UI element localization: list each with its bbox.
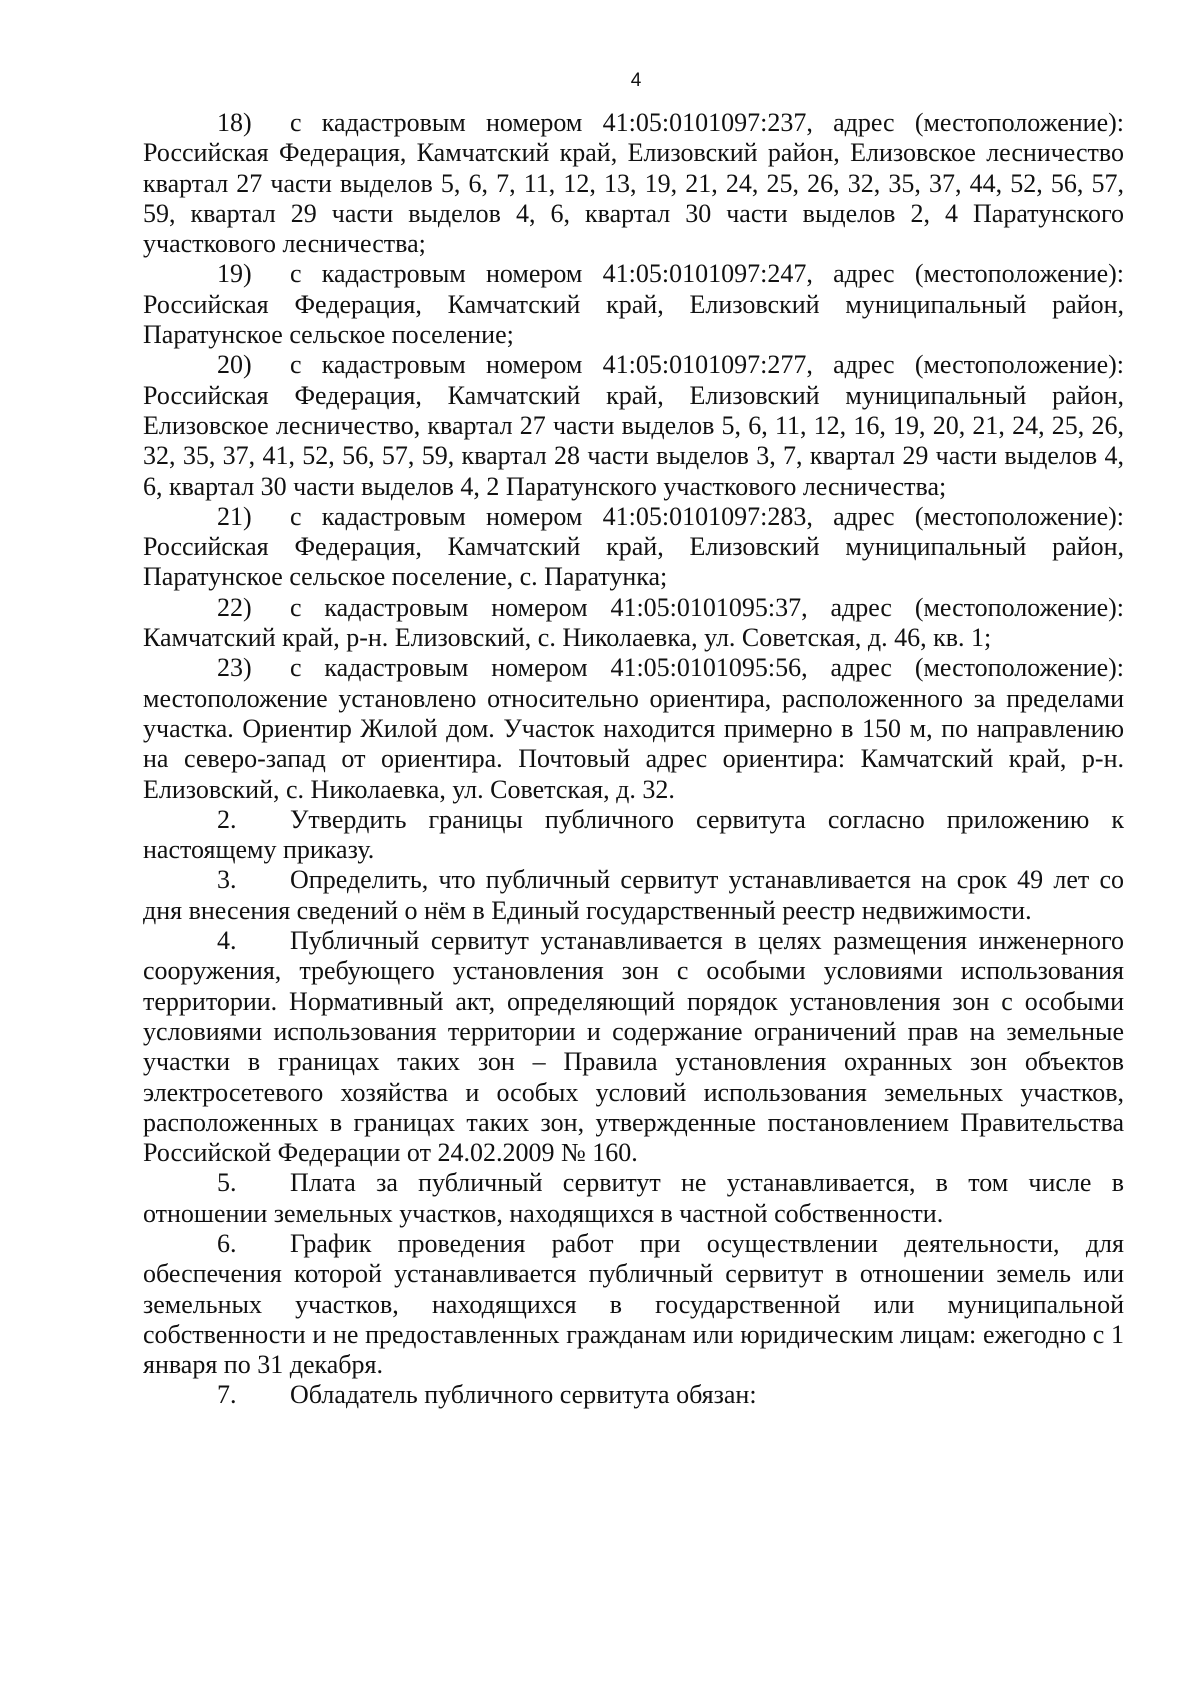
clause-number: 7. bbox=[217, 1380, 237, 1410]
page-number: 4 bbox=[630, 70, 642, 91]
item-19 bbox=[143, 259, 1124, 350]
item-22 bbox=[143, 593, 1124, 654]
item-text: с кадастровым номером 41:05:0101097:283, адрес (местоположение): Российская Федерация, Камчатский край, Елизовский муниципальный район, Паратунское сельское поселение, с. Паратунка; bbox=[143, 501, 1124, 592]
item-21 bbox=[143, 502, 1124, 593]
clause-6 bbox=[143, 1229, 1124, 1380]
clause-number: 3. bbox=[217, 865, 237, 895]
clause-text: Утвердить границы публичного сервитута согласно приложению к настоящему приказу. bbox=[143, 804, 1124, 865]
clause-text: Публичный сервитут устанавливается в целях размещения инженерного сооружения, требующего установления зон с особыми условиями использования территории. Нормативный акт, определяющий порядок установления зон с особыми условиями использования территории и содержание ограничений прав на земельные участки в границах таких зон – Правила установления охранных зон объектов электросетевого хозяйства и особых условий использования земельных участков, расположенных в границах таких зон, утвержденные постановлением Правительства Российской Федерации от 24.02.2009 № 160. bbox=[143, 926, 1124, 1168]
clause-4 bbox=[143, 926, 1124, 1168]
item-20 bbox=[143, 350, 1124, 501]
clause-2 bbox=[143, 805, 1124, 866]
item-text: с кадастровым номером 41:05:0101097:277, адрес (местоположение): Российская Федерация, Камчатский край, Елизовский муниципальный район, Елизовское лесничество, квартал 27 части выделов 5, 6, 11, 12, 16, 19, 20, 21, 24, 25, 26, 32, 35, 37, 41, 52, 56, 57, 59, квартал 28 части выделов 3, 7, квартал 29 части выделов 4, 6, квартал 30 части выделов 4, 2 Паратунского участкового лесничества; bbox=[143, 350, 1124, 501]
item-number: 22) bbox=[217, 592, 252, 622]
item-number: 21) bbox=[217, 501, 252, 531]
item-number: 18) bbox=[217, 108, 252, 137]
clause-number: 2. bbox=[217, 804, 237, 834]
item-text: с кадастровым номером 41:05:0101095:37, адрес (местоположение): Камчатский край, р-н. Елизовский, с. Николаевка, ул. Советская, д. 46, кв. 1; bbox=[143, 592, 1124, 653]
clause-text: Определить, что публичный сервитут устанавливается на срок 49 лет со дня внесения сведений о нём в Единый государственный реестр недвижимости. bbox=[143, 865, 1124, 925]
clause-number: 5. bbox=[217, 1168, 237, 1198]
clause-7 bbox=[143, 1380, 1124, 1410]
item-text: с кадастровым номером 41:05:0101095:56, адрес (местоположение): местоположение установлено относительно ориентира, расположенного за пределами участка. Ориентир Жилой дом. Участок находится примерно в 150 м, по направлению на северо-запад от ориентира. Почтовый адрес ориентира: Камчатский край, р-н. Елизовский, с. Николаевка, ул. Советская, д. 32. bbox=[143, 653, 1124, 804]
clause-5 bbox=[143, 1168, 1124, 1229]
item-text: с кадастровым номером 41:05:0101097:237, адрес (местоположение): Российская Федерация, Камчатский край, Елизовский район, Елизовское лесничество квартал 27 части выделов 5, 6, 7, 11, 12, 13, 19, 21, 24, 25, 26, 32, 35, 37, 44, 52, 56, 57, 59, квартал 29 части выделов 4, 6, квартал 30 части выделов 2, 4 Паратунского участкового лесничества; bbox=[143, 108, 1124, 259]
clause-number: 6. bbox=[217, 1228, 237, 1258]
item-23 bbox=[143, 653, 1124, 804]
clause-3 bbox=[143, 865, 1124, 926]
clause-number: 4. bbox=[217, 926, 237, 956]
clause-text: График проведения работ при осуществлении деятельности, для обеспечения которой устанавливается публичный сервитут в отношении земель или земельных участков, находящихся в государственной или муниципальной собственности и не предоставленных гражданам или юридическим лицам: ежегодно с 1 января по 31 декабря. bbox=[143, 1228, 1124, 1380]
clause-text: Обладатель публичного сервитута обязан: bbox=[290, 1380, 757, 1410]
item-number: 20) bbox=[217, 350, 252, 380]
item-number: 19) bbox=[217, 259, 252, 289]
clause-text: Плата за публичный сервитут не устанавливается, в том числе в отношении земельных участков, находящихся в частной собственности. bbox=[143, 1168, 1124, 1228]
item-number: 23) bbox=[217, 653, 252, 683]
item-text: с кадастровым номером 41:05:0101097:247, адрес (местоположение): Российская Федерация, Камчатский край, Елизовский муниципальный район, Паратунское сельское поселение; bbox=[143, 259, 1124, 350]
item-18 bbox=[143, 108, 1124, 259]
document-body bbox=[143, 108, 1124, 1411]
